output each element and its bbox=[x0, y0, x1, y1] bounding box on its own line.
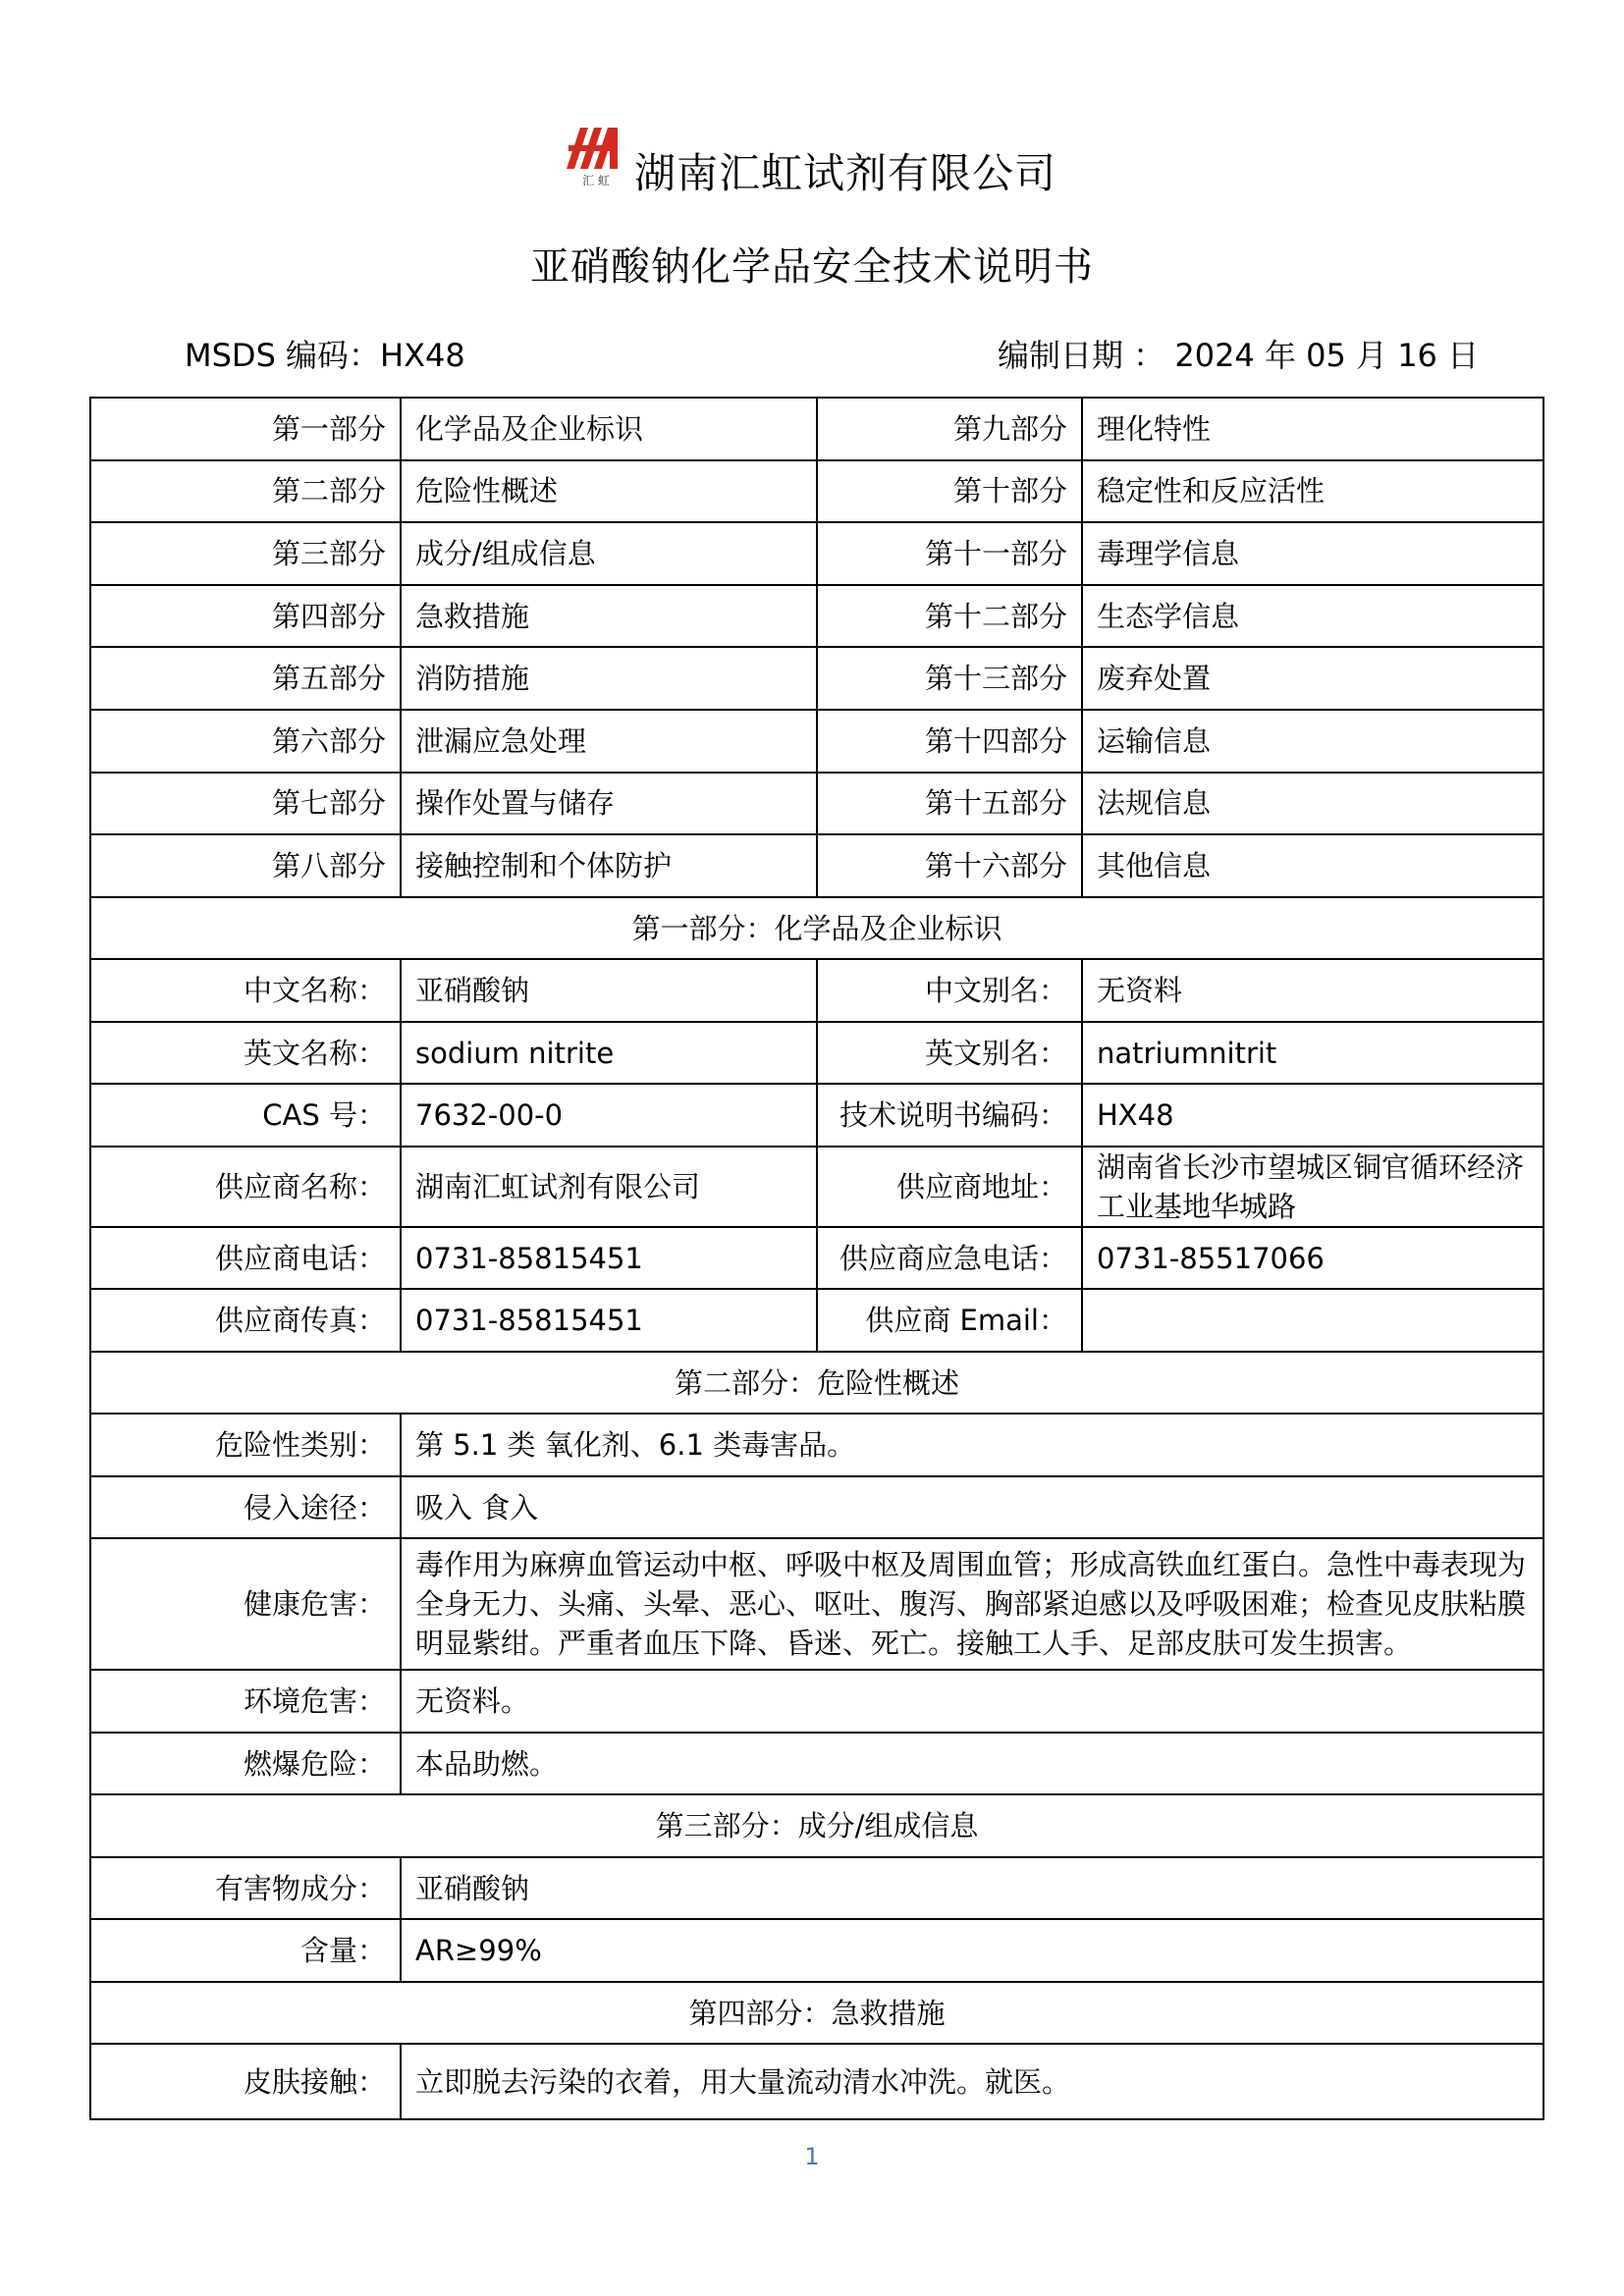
document-title: 亚硝酸钠化学品安全技术说明书 bbox=[530, 244, 1094, 290]
info-row bbox=[90, 1414, 1543, 1476]
field-value: 无资料 bbox=[1082, 959, 1543, 1022]
toc-part-label: 第十二部分 bbox=[817, 585, 1082, 648]
toc-part-label: 第十六部分 bbox=[817, 834, 1082, 897]
toc-part-title: 毒理学信息 bbox=[1082, 522, 1543, 585]
info-row bbox=[90, 1538, 1543, 1670]
info-row bbox=[90, 1476, 1543, 1539]
field-label: 侵入途径： bbox=[90, 1476, 401, 1539]
toc-part-title: 消防措施 bbox=[401, 647, 817, 710]
info-row bbox=[90, 1084, 1543, 1147]
page-number: 1 bbox=[804, 2143, 820, 2170]
field-value: 亚硝酸钠 bbox=[401, 959, 817, 1022]
toc-part-label: 第五部分 bbox=[90, 647, 401, 710]
info-row bbox=[90, 1289, 1543, 1352]
toc-part-title: 危险性概述 bbox=[401, 460, 817, 523]
field-value: 立即脱去污染的衣着，用大量流动清水冲洗。就医。 bbox=[401, 2044, 1543, 2119]
toc-part-label: 第十三部分 bbox=[817, 647, 1082, 710]
section-heading-row bbox=[90, 1352, 1543, 1415]
toc-part-label: 第十一部分 bbox=[817, 522, 1082, 585]
msds-code: MSDS 编码：HX48 bbox=[185, 337, 465, 374]
toc-part-label: 第四部分 bbox=[90, 585, 401, 648]
field-value: 吸入 食入 bbox=[401, 1476, 1543, 1539]
section-heading-row bbox=[90, 1982, 1543, 2045]
info-row bbox=[90, 1022, 1543, 1085]
field-label: 含量： bbox=[90, 1919, 401, 1982]
toc-part-label: 第八部分 bbox=[90, 834, 401, 897]
toc-part-title: 法规信息 bbox=[1082, 773, 1543, 835]
field-value: 无资料。 bbox=[401, 1670, 1543, 1733]
field-value: 湖南汇虹试剂有限公司 bbox=[401, 1147, 817, 1227]
info-row bbox=[90, 959, 1543, 1022]
logo-text: 汇 虹 bbox=[582, 174, 610, 187]
field-label: 技术说明书编码： bbox=[817, 1084, 1082, 1147]
toc-row bbox=[90, 710, 1543, 773]
company-logo bbox=[561, 118, 631, 190]
field-label: 供应商名称： bbox=[90, 1147, 401, 1227]
msds-table bbox=[89, 397, 1544, 2120]
info-row bbox=[90, 1670, 1543, 1733]
toc-part-title: 急救措施 bbox=[401, 585, 817, 648]
field-label: 中文名称： bbox=[90, 959, 401, 1022]
field-label: 供应商传真： bbox=[90, 1289, 401, 1352]
field-label: 危险性类别： bbox=[90, 1414, 401, 1476]
field-label: 供应商 Email： bbox=[817, 1289, 1082, 1352]
field-value: 亚硝酸钠 bbox=[401, 1857, 1543, 1920]
section-heading-row bbox=[90, 1794, 1543, 1857]
field-label: 环境危害： bbox=[90, 1670, 401, 1733]
field-label: 健康危害： bbox=[90, 1538, 401, 1670]
toc-row bbox=[90, 585, 1543, 648]
toc-part-label: 第十四部分 bbox=[817, 710, 1082, 773]
field-label: 有害物成分： bbox=[90, 1857, 401, 1920]
field-label: 供应商地址： bbox=[817, 1147, 1082, 1227]
toc-part-title: 稳定性和反应活性 bbox=[1082, 460, 1543, 523]
toc-part-label: 第九部分 bbox=[817, 398, 1082, 460]
field-label: CAS 号： bbox=[90, 1084, 401, 1147]
section-heading-part4: 第四部分：急救措施 bbox=[90, 1982, 1543, 2045]
field-value: 本品助燃。 bbox=[401, 1733, 1543, 1795]
toc-part-title: 成分/组成信息 bbox=[401, 522, 817, 585]
field-label: 供应商电话： bbox=[90, 1227, 401, 1290]
field-value: AR≥99% bbox=[401, 1919, 1543, 1982]
toc-row bbox=[90, 647, 1543, 710]
toc-part-label: 第六部分 bbox=[90, 710, 401, 773]
toc-row bbox=[90, 773, 1543, 835]
toc-row bbox=[90, 460, 1543, 523]
toc-part-title: 生态学信息 bbox=[1082, 585, 1543, 648]
section-heading-part3: 第三部分：成分/组成信息 bbox=[90, 1794, 1543, 1857]
toc-part-label: 第三部分 bbox=[90, 522, 401, 585]
toc-row bbox=[90, 834, 1543, 897]
toc-part-title: 其他信息 bbox=[1082, 834, 1543, 897]
field-value: sodium nitrite bbox=[401, 1022, 817, 1085]
field-value: 第 5.1 类 氧化剂、6.1 类毒害品。 bbox=[401, 1414, 1543, 1476]
info-row bbox=[90, 1227, 1543, 1290]
field-label: 中文别名： bbox=[817, 959, 1082, 1022]
toc-part-title: 泄漏应急处理 bbox=[401, 710, 817, 773]
field-label: 英文别名： bbox=[817, 1022, 1082, 1085]
toc-part-label: 第十五部分 bbox=[817, 773, 1082, 835]
field-value: 0731-85815451 bbox=[401, 1289, 817, 1352]
info-row bbox=[90, 1733, 1543, 1795]
field-value: natriumnitrit bbox=[1082, 1022, 1543, 1085]
toc-part-title: 接触控制和个体防护 bbox=[401, 834, 817, 897]
toc-part-label: 第一部分 bbox=[90, 398, 401, 460]
field-value: HX48 bbox=[1082, 1084, 1543, 1147]
field-label: 英文名称： bbox=[90, 1022, 401, 1085]
toc-part-label: 第十部分 bbox=[817, 460, 1082, 523]
toc-row bbox=[90, 522, 1543, 585]
section-heading-part1: 第一部分：化学品及企业标识 bbox=[90, 897, 1543, 960]
toc-part-label: 第七部分 bbox=[90, 773, 401, 835]
field-label: 燃爆危险： bbox=[90, 1733, 401, 1795]
info-row bbox=[90, 1857, 1543, 1920]
toc-part-title: 化学品及企业标识 bbox=[401, 398, 817, 460]
toc-part-label: 第二部分 bbox=[90, 460, 401, 523]
field-value: 0731-85815451 bbox=[401, 1227, 817, 1290]
compile-date: 编制日期 ： 2024 年 05 月 16 日 bbox=[998, 337, 1480, 374]
toc-part-title: 废弃处置 bbox=[1082, 647, 1543, 710]
field-value: 0731-85517066 bbox=[1082, 1227, 1543, 1290]
field-label: 皮肤接触： bbox=[90, 2044, 401, 2119]
field-label: 供应商应急电话： bbox=[817, 1227, 1082, 1290]
field-value bbox=[1082, 1289, 1543, 1352]
info-row bbox=[90, 1147, 1543, 1227]
toc-part-title: 操作处置与储存 bbox=[401, 773, 817, 835]
section-heading-part2: 第二部分：危险性概述 bbox=[90, 1352, 1543, 1415]
field-value: 毒作用为麻痹血管运动中枢、呼吸中枢及周围血管；形成高铁血红蛋白。急性中毒表现为全身无力、头痛、头晕、恶心、呕吐、腹泻、胸部紧迫感以及呼吸困难；检查见皮肤粘膜明显紫绀。严重者血压下降、昏迷、死亡。接触工人手、足部皮肤可发生损害。 bbox=[401, 1538, 1543, 1670]
toc-part-title: 理化特性 bbox=[1082, 398, 1543, 460]
info-row bbox=[90, 2044, 1543, 2119]
company-name: 湖南汇虹试剂有限公司 bbox=[634, 149, 1057, 197]
toc-row bbox=[90, 398, 1543, 460]
section-heading-row bbox=[90, 897, 1543, 960]
info-row bbox=[90, 1919, 1543, 1982]
toc-part-title: 运输信息 bbox=[1082, 710, 1543, 773]
field-value: 湖南省长沙市望城区铜官循环经济工业基地华城路 bbox=[1082, 1147, 1543, 1227]
field-value: 7632-00-0 bbox=[401, 1084, 817, 1147]
